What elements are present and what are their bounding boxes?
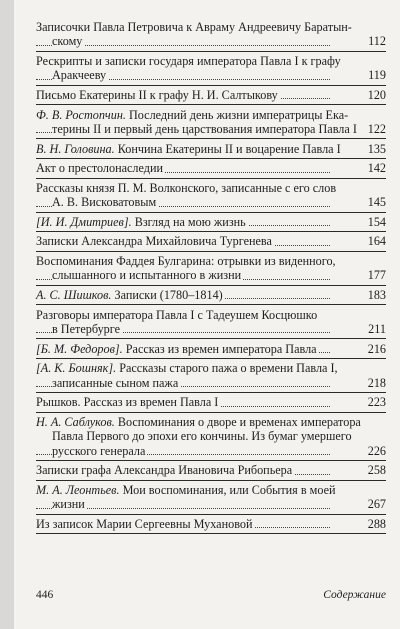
toc-entry-text: Воспоминания Фаддея Булгарина: отрывки из виденного, bbox=[36, 253, 336, 268]
toc-entry bbox=[36, 20, 386, 49]
toc-entry-line bbox=[36, 234, 358, 248]
toc-entry-text: в Петербурге bbox=[52, 321, 121, 336]
toc-entry-page: 122 bbox=[367, 122, 386, 136]
toc-entry-line bbox=[36, 483, 358, 497]
entry-rule bbox=[36, 412, 386, 413]
toc-entry-line bbox=[36, 88, 358, 102]
toc-entry bbox=[36, 54, 386, 83]
toc-entry-page: 177 bbox=[367, 268, 386, 283]
entry-rule bbox=[36, 51, 386, 52]
toc-entry-line bbox=[36, 376, 358, 390]
toc-entry-text: Записки графа Александра Ивановича Рибопьера bbox=[36, 463, 293, 478]
toc-entry-line bbox=[36, 268, 358, 282]
toc-entry-page: 145 bbox=[367, 195, 386, 210]
toc-entry-text: Записочки Павла Петровича к Авраму Андреевичу Баратын- bbox=[36, 20, 352, 34]
toc-entry-line bbox=[36, 108, 358, 122]
toc-entry-text: Записки Александра Михайловича Тургенева bbox=[36, 234, 272, 249]
toc-entry-text: Письмо Екатерины II к графу Н. И. Салтыкову bbox=[36, 88, 278, 102]
toc-entry-line bbox=[36, 497, 358, 511]
toc-entry-line bbox=[36, 395, 358, 409]
toc-entry bbox=[36, 288, 386, 302]
toc-entry-line bbox=[36, 34, 358, 48]
toc-entry-line bbox=[36, 54, 358, 68]
toc-entry-text: Павла Первого до эпохи его кончины. Из бумаг умершего bbox=[52, 429, 352, 444]
toc-entry bbox=[36, 181, 386, 210]
toc-entry-text: Взгляд на мою жизнь bbox=[131, 214, 246, 229]
toc-entry-text: русского генерала bbox=[52, 443, 146, 458]
toc-entry-text: Воспоминания о дворе и временах императора bbox=[114, 414, 361, 429]
toc-entry-line bbox=[36, 254, 358, 268]
toc-entry-author: В. Н. Головина. bbox=[36, 141, 115, 156]
toc-entry-page: 154 bbox=[367, 214, 386, 229]
entry-rule bbox=[36, 212, 386, 213]
toc-entry-text: Мои воспоминания, или События в моей bbox=[119, 482, 336, 497]
toc-entry bbox=[36, 361, 386, 390]
toc-entry-text: Рассказы старого пажа о времени Павла I, bbox=[116, 361, 338, 376]
entry-rule bbox=[36, 158, 386, 159]
toc-entry bbox=[36, 415, 386, 458]
entry-rule bbox=[36, 358, 386, 359]
toc-entry-page: 119 bbox=[368, 68, 386, 83]
toc-entry bbox=[36, 161, 386, 175]
toc-entry-text: Акт о престолонаследии bbox=[36, 161, 164, 176]
toc-entry-line bbox=[36, 122, 358, 136]
entry-rule bbox=[36, 178, 386, 179]
toc-entry-page: 288 bbox=[367, 516, 386, 531]
entry-rule bbox=[36, 460, 386, 461]
toc-entry bbox=[36, 88, 386, 102]
toc-entry bbox=[36, 308, 386, 337]
toc-entry bbox=[36, 463, 386, 477]
toc-entry-text: Рескрипты и записки государя императора Павла I к графу bbox=[36, 54, 341, 68]
toc-entry-page: 223 bbox=[367, 395, 386, 410]
toc-entry-line bbox=[36, 361, 358, 375]
toc-entry-page: 183 bbox=[367, 287, 386, 302]
toc-entry bbox=[36, 342, 386, 356]
entry-rule bbox=[36, 85, 386, 86]
entry-rule bbox=[36, 251, 386, 252]
toc-entry-author: [А. К. Бошняк]. bbox=[36, 361, 117, 376]
toc-entry-line bbox=[36, 463, 358, 477]
entry-rule bbox=[36, 304, 386, 305]
toc-entry-line bbox=[36, 429, 358, 443]
toc-entry-text: Из записок Марии Сергеевны Мухановой bbox=[36, 516, 253, 531]
toc-entry bbox=[36, 517, 386, 531]
entry-rule bbox=[36, 104, 386, 105]
toc-entry-line bbox=[36, 444, 358, 458]
toc-entry-page: 120 bbox=[367, 88, 386, 102]
toc-entry bbox=[36, 254, 386, 283]
table-of-contents bbox=[36, 20, 386, 536]
entry-rule bbox=[36, 514, 386, 515]
running-title: Содержание bbox=[323, 589, 386, 601]
toc-entry-page: 267 bbox=[367, 497, 386, 512]
toc-entry bbox=[36, 108, 386, 137]
toc-entry bbox=[36, 234, 386, 248]
toc-entry-line bbox=[36, 142, 358, 156]
toc-entry-author: А. С. Шишков. bbox=[36, 287, 112, 302]
toc-entry-text: записанные сыном пажа bbox=[52, 375, 179, 390]
toc-entry-text: скому bbox=[52, 34, 83, 49]
entry-rule bbox=[36, 533, 386, 534]
entry-rule bbox=[36, 338, 386, 339]
toc-entry-page: 258 bbox=[367, 463, 386, 478]
toc-entry-text: Аракчееву bbox=[52, 68, 107, 83]
entry-rule bbox=[36, 231, 386, 232]
toc-entry-author: Ф. В. Ростопчин. bbox=[36, 107, 126, 122]
toc-entry-page: 142 bbox=[367, 161, 386, 176]
toc-entry-text: Рышков. Рассказ из времен Павла I bbox=[36, 395, 219, 410]
toc-entry-page: 211 bbox=[368, 321, 386, 336]
page-number: 446 bbox=[36, 589, 54, 601]
entry-rule bbox=[36, 480, 386, 481]
toc-entry-text: Рассказы князя П. М. Волконского, записанные с его слов bbox=[36, 180, 337, 195]
toc-entry bbox=[36, 483, 386, 512]
toc-entry-line bbox=[36, 195, 358, 209]
toc-entry-line bbox=[36, 68, 358, 82]
toc-entry-line bbox=[36, 308, 358, 322]
toc-entry-line bbox=[36, 342, 358, 356]
toc-entry bbox=[36, 395, 386, 409]
toc-entry-line bbox=[36, 414, 361, 429]
toc-entry-page: 226 bbox=[367, 443, 386, 458]
toc-entry-author: [Б. М. Федоров]. bbox=[36, 341, 123, 356]
toc-entry-page: 112 bbox=[368, 34, 386, 49]
toc-entry-text: Разговоры императора Павла I с Тадеушем Косцюшко bbox=[36, 307, 318, 322]
toc-entry-line bbox=[36, 288, 358, 302]
book-page bbox=[14, 0, 400, 629]
toc-entry-text: терины II и первый день царствования императора Павла I bbox=[52, 122, 357, 136]
toc-entry-page: 164 bbox=[367, 234, 386, 249]
toc-entry-page: 218 bbox=[367, 375, 386, 390]
toc-entry-text: Последний день жизни императрицы Ека- bbox=[125, 107, 349, 122]
toc-entry-author: М. А. Леонтьев. bbox=[36, 482, 120, 497]
toc-entry bbox=[36, 215, 386, 229]
entry-rule bbox=[36, 285, 386, 286]
toc-entry-text: Кончина Екатерины II и воцарение Павла I bbox=[114, 141, 341, 156]
toc-entry-line bbox=[36, 215, 358, 229]
toc-entry-line bbox=[36, 20, 358, 34]
toc-entry-line bbox=[36, 181, 358, 195]
toc-entry-author: Н. А. Саблуков. bbox=[36, 414, 115, 429]
toc-entry-page: 216 bbox=[367, 341, 386, 356]
toc-entry-line bbox=[36, 161, 358, 175]
entry-rule bbox=[36, 392, 386, 393]
toc-entry bbox=[36, 142, 386, 156]
toc-entry-line bbox=[36, 517, 358, 531]
toc-entry-text: Записки (1780–1814) bbox=[111, 287, 223, 302]
toc-entry-author: [И. И. Дмитриев]. bbox=[36, 214, 132, 229]
entry-rule bbox=[36, 138, 386, 139]
toc-entry-text: Рассказ из времен императора Павла bbox=[122, 341, 317, 356]
toc-entry-line bbox=[36, 322, 358, 336]
toc-entry-text: жизни bbox=[52, 497, 85, 512]
toc-entry-page: 135 bbox=[367, 141, 386, 156]
toc-entry-text: слышанного и испытанного в жизни bbox=[52, 268, 242, 283]
toc-entry-text: А. В. Висковатовым bbox=[52, 195, 157, 210]
